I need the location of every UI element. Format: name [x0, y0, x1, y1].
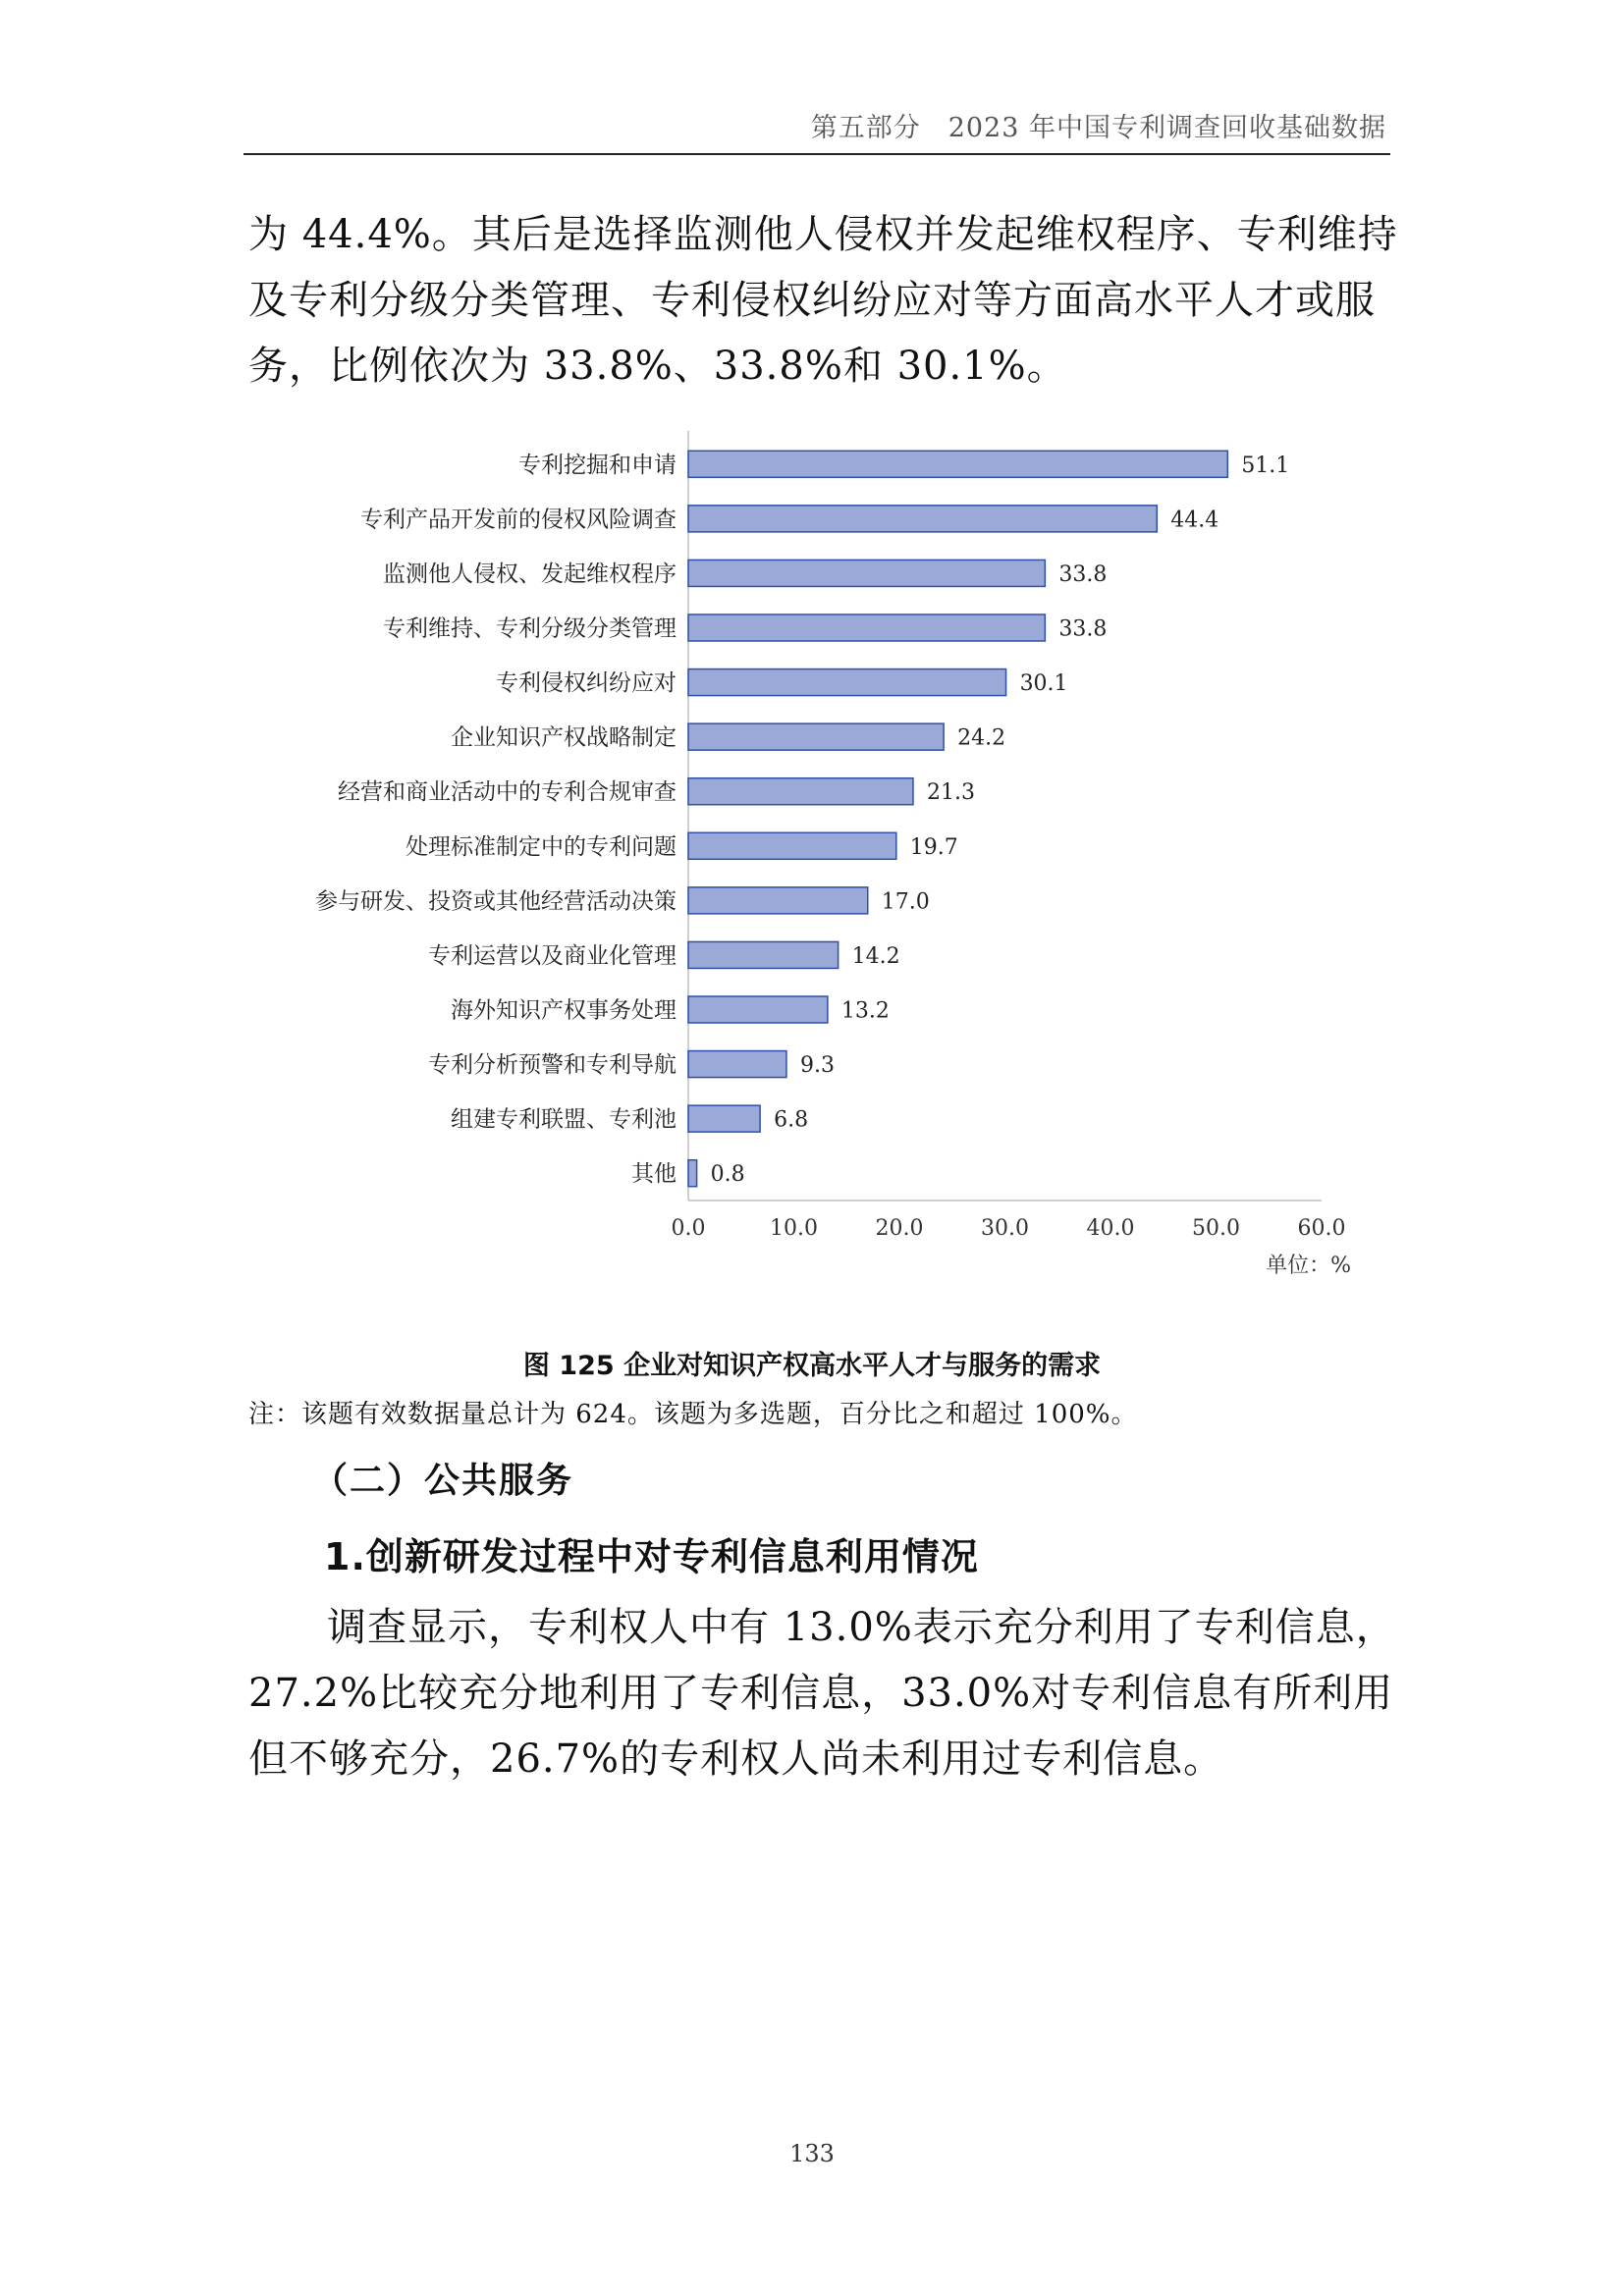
data-label: 33.8	[1058, 616, 1108, 642]
data-label: 51.1	[1241, 453, 1290, 478]
bar	[688, 941, 839, 968]
data-label: 44.4	[1170, 507, 1219, 533]
category-label: 专利侵权纠纷应对	[496, 670, 677, 697]
bar	[688, 1160, 697, 1187]
data-label: 33.8	[1058, 561, 1108, 587]
x-tick-label: 50.0	[1192, 1216, 1240, 1241]
data-label: 14.2	[851, 943, 900, 969]
bar	[688, 669, 1006, 696]
page-number: 133	[789, 2140, 835, 2167]
category-label: 经营和商业活动中的专利合规审查	[338, 779, 677, 806]
body-paragraph-top: 为 44.4%。其后是选择监测他人侵权并发起维权程序、专利维持及专利分级分类管理、专利侵权纠纷应对等方面高水平人才或服务，比例依次为 33.8%、33.8%和 30.1%。	[248, 212, 1398, 389]
category-label: 专利维持、专利分级分类管理	[383, 615, 677, 642]
bar	[688, 887, 868, 914]
category-label: 企业知识产权战略制定	[451, 724, 677, 751]
data-label: 13.2	[840, 998, 890, 1024]
data-label: 17.0	[881, 889, 930, 915]
data-label: 9.3	[799, 1053, 835, 1079]
category-label: 专利产品开发前的侵权风险调查	[360, 507, 677, 533]
subsection-title: 1.创新研发过程中对专利信息利用情况	[324, 1535, 979, 1578]
bar	[688, 614, 1045, 641]
chart-svg	[236, 422, 1394, 1306]
category-label: 海外知识产权事务处理	[451, 997, 677, 1024]
x-tick-label: 30.0	[981, 1216, 1029, 1241]
bar	[688, 1051, 786, 1078]
data-label: 0.8	[710, 1162, 745, 1188]
figure-caption: 图 125 企业对知识产权高水平人才与服务的需求	[522, 1351, 1102, 1381]
x-tick-label: 20.0	[875, 1216, 924, 1241]
x-tick-label: 0.0	[671, 1216, 706, 1241]
category-label: 专利挖掘和申请	[518, 452, 677, 478]
bar	[688, 832, 896, 859]
bar	[688, 1105, 760, 1132]
x-tick-label: 60.0	[1297, 1216, 1346, 1241]
page-header	[244, 106, 1390, 155]
bar	[688, 451, 1227, 477]
bar	[688, 996, 828, 1023]
header-title: 第五部分 2023 年中国专利调查回收基础数据	[810, 113, 1386, 143]
category-label: 参与研发、投资或其他经营活动决策	[315, 888, 677, 915]
data-label: 30.1	[1019, 671, 1068, 697]
bar	[688, 778, 913, 805]
section-title: （二）公共服务	[312, 1461, 574, 1501]
category-label: 组建专利联盟、专利池	[451, 1106, 677, 1133]
category-label: 专利分析预警和专利导航	[428, 1052, 677, 1079]
category-label: 监测他人侵权、发起维权程序	[383, 561, 677, 587]
category-label: 专利运营以及商业化管理	[428, 942, 677, 969]
data-label: 21.3	[926, 780, 975, 806]
figure-note: 注：该题有效数据量总计为 624。该题为多选题，百分比之和超过 100%。	[248, 1400, 1138, 1429]
category-label: 其他	[631, 1161, 677, 1188]
data-label: 24.2	[957, 725, 1006, 751]
bar	[688, 506, 1157, 532]
category-label: 处理标准制定中的专利问题	[406, 833, 677, 860]
data-label: 19.7	[909, 834, 958, 860]
bar-chart	[236, 422, 1394, 1306]
x-tick-label: 40.0	[1086, 1216, 1135, 1241]
bar	[688, 723, 944, 750]
body-paragraph-bottom: 调查显示，专利权人中有 13.0%表示充分利用了专利信息，27.2%比较充分地利用了专利信息，33.0%对专利信息有所利用但不够充分，26.7%的专利权人尚未利用过专利信息。	[248, 1605, 1396, 1782]
bar	[688, 560, 1045, 586]
unit-label: 单位：%	[1266, 1254, 1351, 1278]
data-label: 6.8	[774, 1107, 809, 1133]
x-tick-label: 10.0	[770, 1216, 818, 1241]
